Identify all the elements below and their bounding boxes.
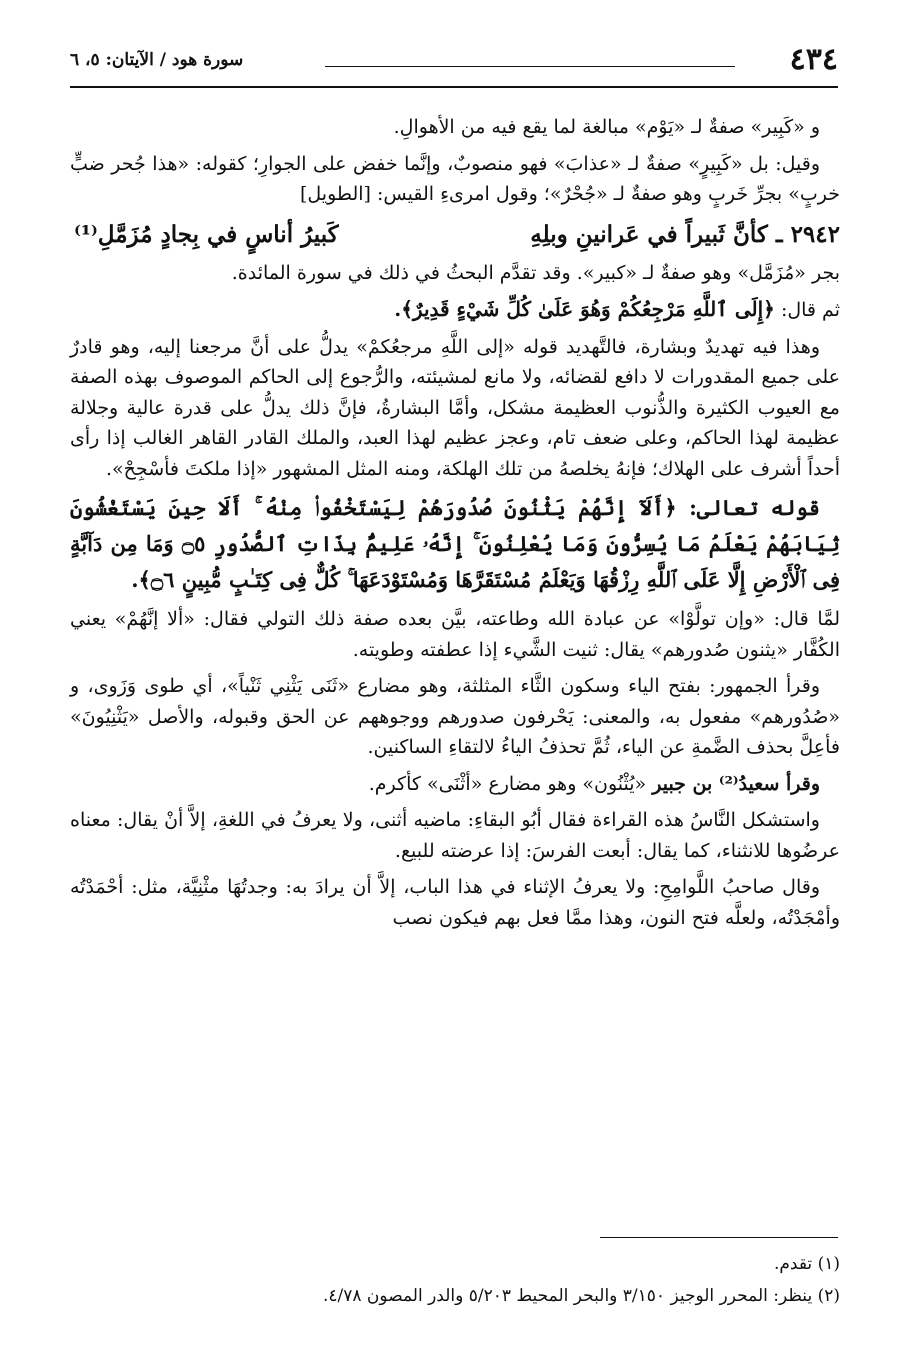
footnote-2: (٢) ينظر: المحرر الوجيز ٣/١٥٠ والبحر المحيط ٥/٢٠٣ والدر المصون ٤/٧٨.: [323, 1286, 840, 1306]
paragraph-4: [70, 294, 840, 326]
footnote-separator: [600, 1237, 838, 1238]
footnote-1: (١) تقدم.: [773, 1254, 840, 1274]
paragraph-7: لمَّا قال: «وإن تولَّوْا» عن عبادة الله وطاعته، بيَّن بعده صفة ذلك التولي فقال: «ألا إنَّهُمْ» يعني الكُفَّار «يثنون صُدورهم» يقال: ثنيت الشَّيء إذا عطفته وطويته.: [70, 608, 840, 661]
paragraph-8: وقرأ الجمهور: بفتح الياء وسكون الثَّاء المثلثة، وهو مضارع «ثَنَى يَثْنِي ثَنْياً»، أي طوى وَزَوى، و «صُدُورهم» مفعول به، والمعنى: يَحْرفون صدورهم ووجوههم عن الحق وقبوله، والأصل «يَثْنِيُونَ» فأعِلَّ بحذف الضَّمةِ عن الياء، ثُمَّ تحذفُ الياءُ لالتقاءِ الساكنين.: [70, 675, 840, 758]
verse-hemistich-1: كأنَّ ثَبيراً في عَرانينِ وبلِهِ: [530, 220, 768, 248]
page-header: [70, 42, 838, 82]
quran-quote: ﴿إِلَى ٱللَّهِ مَرْجِعُكُمْ وَهُوَ عَلَىٰ كُلِّ شَيْءٍ قَدِيرٌ﴾.: [394, 297, 775, 321]
paragraph-5: وهذا فيه تهديدٌ وبشارة، فالتَّهديد قوله «إلى اللَّهِ مرجعُكمْ» يدلُّ على أنَّ مرجعنا إليه، وهو قادرٌ على جميع المقدورات لا دافع لقضائه، ولا مانع لمشيئته، والرُّجوع إلى الحاكم الموصوف بهذه الصفة مع العيوب الكثيرة والذُّنوب العظيمة مشكل، وأمَّا البشارةُ، فإنَّ ذلك يدلُّ على قدرة عالية وجلالة عظيمة لهذا الحاكم، وعلى ضعف تام، وعجز عظيم لهذا العبد، والملك القادر القاهر الغالب إذا رأى أحداً أشرف على الهلاك؛ فإنهُ يخلصهُ من تلك الهلكة، ومنه المثل المشهور «إذا ملكتَ فأسْجِحْ».: [70, 335, 840, 480]
footnotes: [70, 1248, 840, 1312]
header-divider: [325, 66, 735, 67]
running-title: سورة هود / الآيتان: ٥، ٦: [70, 50, 244, 70]
quran-verses: ﴿أَلَآ إِنَّهُمْ يَثْنُونَ صُدُورَهُمْ لِيَسْتَخْفُوا۟ مِنْهُ ۚ أَلَا حِينَ يَسْتَغْشُونَ ثِيَابَهُمْ يَعْلَمُ مَا يُسِرُّونَ وَمَا يُعْلِنُونَ ۚ إِنَّهُۥ عَلِيمٌۢ بِذَاتِ ٱلصُّدُورِ ۝٥ وَمَا مِن دَآبَّةٍ فِى ٱلْأَرْضِ إِلَّا عَلَى ٱللَّهِ رِزْقُهَا وَيَعْلَمُ مُسْتَقَرَّهَا وَمُسْتَوْدَعَهَا ۚ كُلٌّ فِى كِتَـٰبٍ مُّبِينٍ ۝٦﴾.: [70, 495, 840, 592]
paragraph-1: و «كَبِير» صفةٌ لـ «يَوْم» مبالغة لما يقع فيه من الأهوالِ.: [393, 116, 820, 138]
header-rule: [70, 86, 838, 88]
paragraph-9: [70, 769, 840, 800]
paragraph-2: وقيل: بل «كَبِيرٍ» صفةٌ لـ «عذابَ» فهو منصوبٌ، وإنَّما خفض على الجوارِ؛ كقوله: «هذا جُحر ضبٍّ خربٍ» بجرِّ خَربٍ وهو صفةٌ لـ «جُحْرٌ»؛ وقول امرىءِ القيس: [الطويل]: [70, 152, 840, 205]
reader-name: وقرأ سعيدُ⁽²⁾ بن جبير: [652, 772, 820, 795]
poetry-verse: [70, 216, 840, 254]
quote-intro: قوله تعالى:: [689, 495, 820, 520]
paragraph-3: بجر «مُزَمَّل» وهو صفةٌ لـ «كبير». وقد تقدَّم البحثُ في ذلك في سورة المائدة.: [231, 261, 840, 284]
quran-verses-block: [70, 490, 840, 598]
page-number: ٤٣٤: [789, 42, 838, 77]
verse-number: ٢٩٤٢ ـ: [775, 220, 840, 248]
quote-intro: ثم قال:: [780, 299, 840, 321]
verse-first-half: [530, 216, 840, 254]
reading-text: «يُثْنُون» وهو مضارع «أثْنَى» كأكرم.: [368, 772, 647, 795]
paragraph-11: وقال صاحبُ اللَّوامِحِ: ولا يعرفُ الإثناء في هذا الباب، إلاَّ أن يرادَ به: وجدتُهَا مثْنِيَّة، مثل: أحْمَدْتُه وأمْجَدْتُه، ولعلَّه فتح النون، وهذا ممَّا فعل بهم فيكون نصب: [70, 876, 840, 929]
paragraph-10: واستشكل النَّاسُ هذه القراءة فقال أبُو البقاءِ: ماضيه أثنى، ولا يعرفُ في اللغةِ، إلاَّ أنْ يقال: معناه عرضُوها للانثناء، كما يقال: أبعت الفرسَ: إذا عرضته للبيع.: [70, 809, 840, 862]
verse-hemistich-2: كَبيرُ أناسٍ في بِجادٍ مُزَمَّلِ⁽¹⁾: [74, 220, 339, 248]
main-text: [70, 112, 840, 939]
